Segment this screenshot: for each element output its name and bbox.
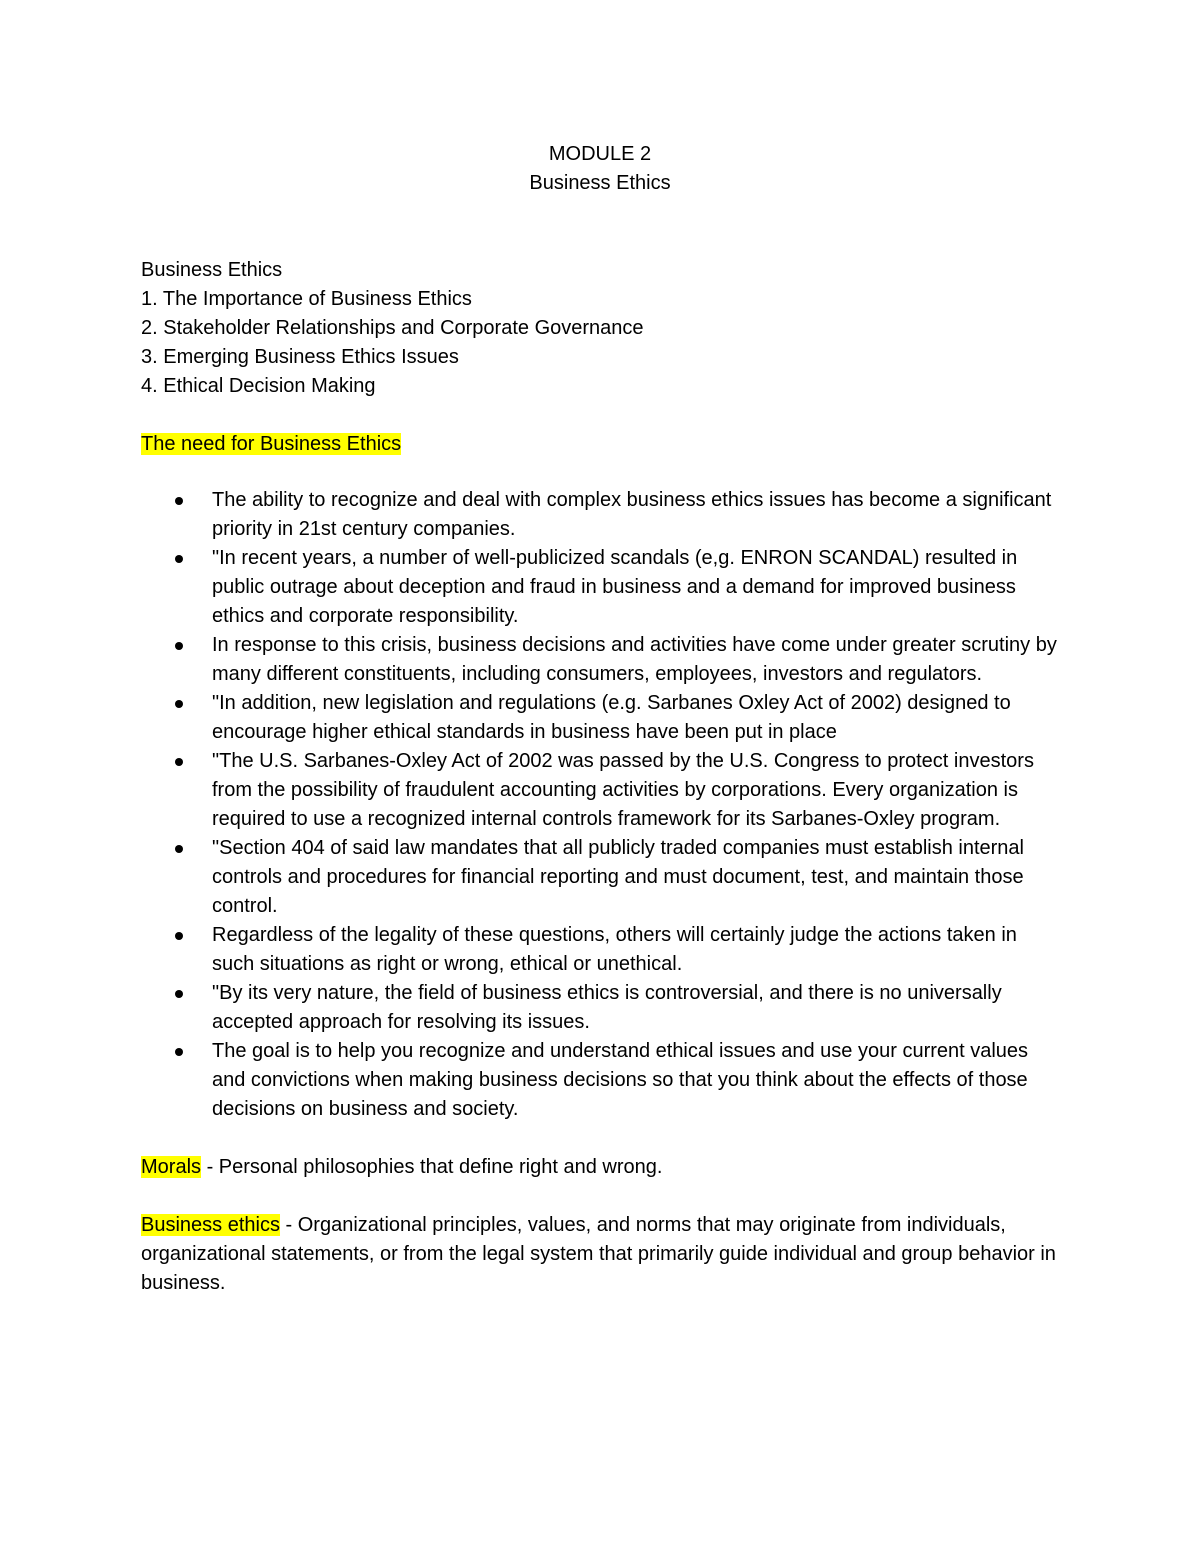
definition-morals <box>141 1153 1061 1182</box>
bullet-icon <box>175 1048 183 1056</box>
bullet-text: Regardless of the legality of these questions, others will certainly judge the actions taken in such situations as right or wrong, ethical or unethical. <box>212 924 1017 975</box>
bullet-text: The ability to recognize and deal with complex business ethics issues has become a significant priority in 21st century companies. <box>212 489 1052 540</box>
definition-term: Business ethics <box>141 1214 280 1236</box>
bullet-icon <box>175 497 183 505</box>
bullet-text: "Section 404 of said law mandates that all publicly traded companies must establish internal controls and procedures for financial reporting and must document, test, and maintain those control. <box>212 837 1024 917</box>
bullet-text: The goal is to help you recognize and understand ethical issues and use your current values and convictions when making business decisions so that you think about the effects of those decisions on business and society. <box>212 1040 1029 1120</box>
section-heading <box>141 430 1061 459</box>
document-body <box>141 140 1061 1298</box>
list-item <box>141 1037 1061 1124</box>
bullet-text: "The U.S. Sarbanes-Oxley Act of 2002 was passed by the U.S. Congress to protect investors from the possibility of fraudulent accounting activities by corporations. Every organization is required to use a recognized internal controls framework for its Sarbanes-Oxley program. <box>212 750 1034 830</box>
list-item <box>141 979 1061 1037</box>
bullet-icon <box>175 845 183 853</box>
table-of-contents <box>141 256 1061 401</box>
list-item <box>141 689 1061 747</box>
bullet-icon <box>175 758 183 766</box>
bullet-icon <box>175 932 183 940</box>
list-item <box>141 486 1061 544</box>
bullet-text: "By its very nature, the field of business ethics is controversial, and there is no universally accepted approach for resolving its issues. <box>212 982 1002 1033</box>
definition-term: Morals <box>141 1156 202 1178</box>
list-item <box>141 747 1061 834</box>
list-item <box>141 921 1061 979</box>
definition-text: - Personal philosophies that define right and wrong. <box>201 1156 663 1178</box>
bullet-text: "In recent years, a number of well-publicized scandals (e,g. ENRON SCANDAL) resulted in public outrage about deception and fraud in business and a demand for improved business ethics and corporate responsibility. <box>212 547 1018 627</box>
toc-item: 1. The Importance of Business Ethics <box>141 288 472 310</box>
list-item <box>141 834 1061 921</box>
toc-item: 3. Emerging Business Ethics Issues <box>141 346 459 368</box>
bullet-text: "In addition, new legislation and regulations (e.g. Sarbanes Oxley Act of 2002) designed to encourage higher ethical standards in business have been put in place <box>212 692 1011 743</box>
bullet-icon <box>175 990 183 998</box>
definition-text: - Organizational principles, values, and norms that may originate from individuals, organizational statements, or from the legal system that primarily guide individual and group behavior in business. <box>141 1214 1056 1294</box>
toc-item: 4. Ethical Decision Making <box>141 375 376 397</box>
toc-heading: Business Ethics <box>141 259 283 281</box>
spacer <box>141 198 1061 256</box>
toc-item: 2. Stakeholder Relationships and Corporate Governance <box>141 317 644 339</box>
list-item <box>141 544 1061 631</box>
bullet-icon <box>175 642 183 650</box>
module-subtitle: Business Ethics <box>529 172 671 194</box>
bullet-list <box>141 486 1061 1124</box>
section-heading-text: The need for Business Ethics <box>141 433 402 455</box>
definition-business-ethics <box>141 1211 1061 1298</box>
module-title: MODULE 2 <box>548 143 652 165</box>
bullet-icon <box>175 700 183 708</box>
bullet-text: In response to this crisis, business decisions and activities have come under greater scrutiny by many different constituents, including consumers, employees, investors and regulators. <box>212 634 1057 685</box>
list-item <box>141 631 1061 689</box>
bullet-icon <box>175 555 183 563</box>
title-block <box>141 140 1061 198</box>
spacer <box>141 401 1061 430</box>
